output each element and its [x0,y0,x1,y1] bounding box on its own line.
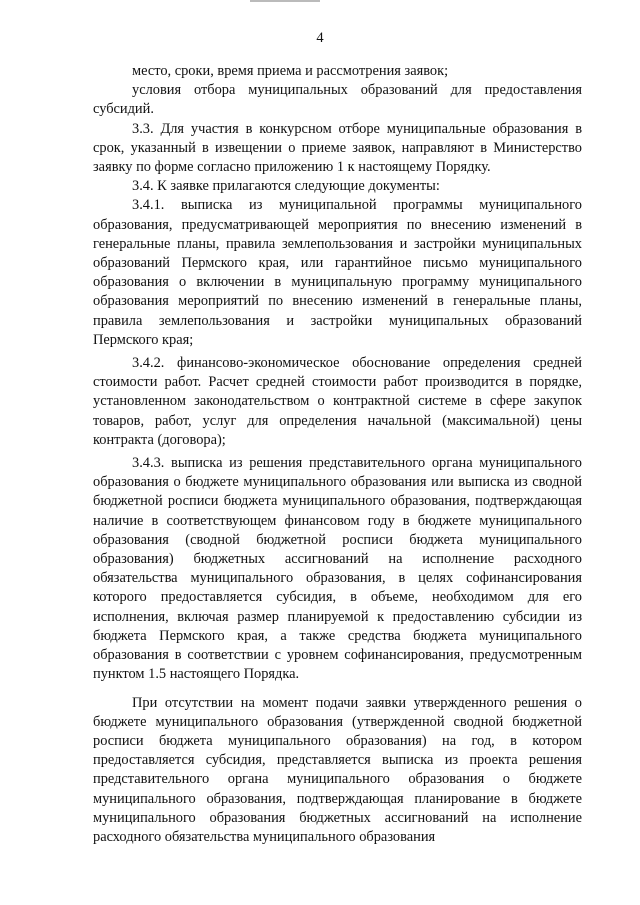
paragraph-3-4-2: 3.4.2. финансово-экономическое обоснование определения средней стоимости работ. Расчет средней стоимости работ производится в порядке, установленном законодательством о контрактной системе в сфере закупок товаров, работ, услуг для определения начальной (максимальной) цены контракта (договора); [93,355,582,448]
paragraph-selection-conditions: условия отбора муниципальных образований для предоставления субсидий. [93,82,582,118]
page-number: 4 [316,30,324,46]
paragraph-3-3: 3.3. Для участия в конкурсном отборе муниципальные образования в срок, указанный в извещении о приеме заявок, направляют в Министерство заявку по форме согласно приложению 1 к настоящему Порядку. [93,120,582,176]
paragraph-3-4-3: 3.4.3. выписка из решения представительного органа муниципального образования о бюджете муниципального образования или выписка из сводной бюджетной росписи бюджета муниципального образования, подтверждающая наличие в соответствующем финансовом году в бюджете муниципального образования (сводной бюджетной росписи бюджета муниципального образования) бюджетных ассигнований на исполнение расходного обязательства муниципального образования, в целях софинансирования которого предоставляется субсидия, в объеме, необходимом для его исполнения, включая размер планируемой к предоставлению субсидии из бюджета Пермского края, а также средства бюджета муниципального образования в соответствии с уровнем софинансирования, предусмотренным пунктом 1.5 настоящего Порядка. [93,455,582,683]
top-rule [250,0,320,2]
document-body [93,62,582,847]
paragraph-budget-absence: При отсутствии на момент подачи заявки утвержденного решения о бюджете муниципального образования (утвержденной сводной бюджетной росписи бюджета муниципального образования) на год, в котором предоставляется субсидия, представляется выписка из проекта решения представительного органа муниципального образования о бюджете муниципального образования, подтверждающая планирование в бюджете муниципального образования бюджетных ассигнований на исполнение расходного обязательства муниципального образования [93,694,582,845]
paragraph-place-time: место, сроки, время приема и рассмотрения заявок; [132,63,449,79]
paragraph-3-4: 3.4. К заявке прилагаются следующие документы: [132,178,440,195]
paragraph-3-4-1: 3.4.1. выписка из муниципальной программы муниципального образования, предусматривающей мероприятия по внесению изменений в генеральные планы, правила землепользования и застройки муниципальных образований Пермского края, или гарантийное письмо муниципального образования о включении в муниципальную программу муниципального образования мероприятий по внесению изменений в генеральные планы, правила землепользования и застройки муниципальных образований Пермского края; [93,197,582,348]
